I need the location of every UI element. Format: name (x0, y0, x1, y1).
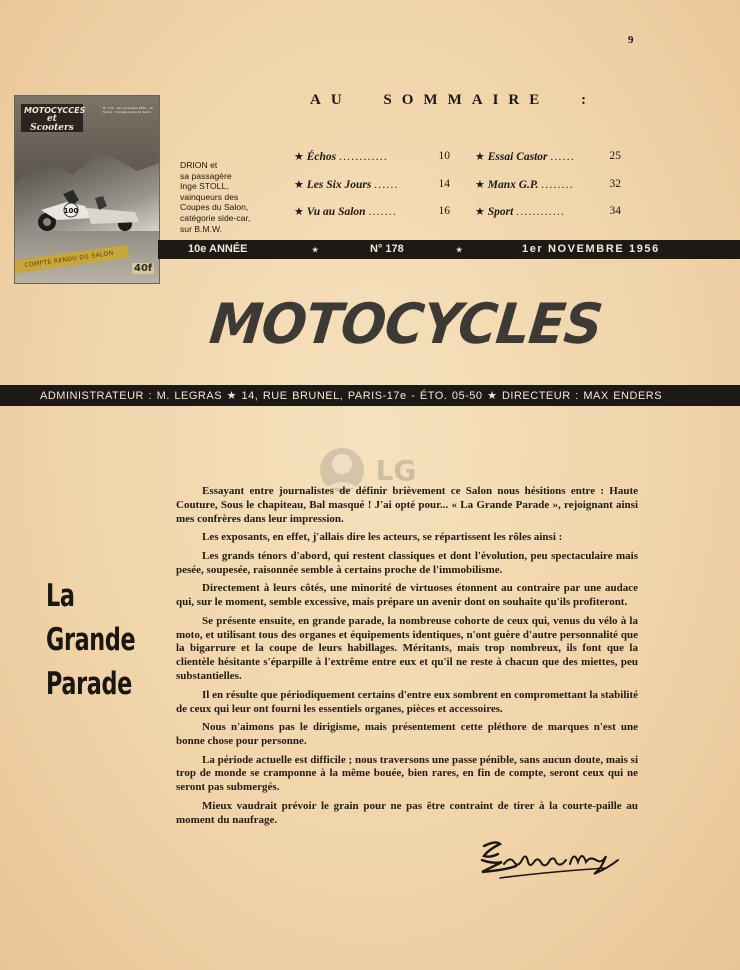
cover-logo-line1: MOTOCYCCES (24, 106, 86, 115)
issue-date: 1er NOVEMBRE 1956 (522, 243, 660, 255)
toc-item-page: 25 (609, 150, 621, 162)
caption-line: DRION et (180, 160, 218, 170)
handwritten-signature (476, 838, 626, 884)
star-icon: ★ (475, 206, 485, 218)
article-paragraph: Se présente ensuite, en grande parade, la nombreuse cohorte de ceux qui, venus du vélo à la moto, et utilisant tous des organes et équipements identiques, n'ont guère d'autre personnalité que la bigarrure et la coupe de leurs habillages. Méritants, mais trop nombreux, ils font que la clientèle hésitante s'éparpille à l'extrême entre eux et qu'il ne reste à chacun que des miettes, peu substantielles. (176, 614, 638, 683)
article-paragraph: Mieux vaudrait prévoir le grain pour ne pas être contraint de tirer à la courte-paille au moment du naufrage. (176, 799, 638, 826)
cover-fine-print: N° 178 - 1er novembre 1956 · 40 francs · Compte rendu du Salon (103, 106, 153, 114)
star-icon: ★ (294, 179, 304, 191)
star-icon: ★ (475, 151, 485, 163)
star-icon: ★ (294, 206, 304, 218)
toc-item-label: Échos (306, 151, 337, 163)
toc-leader-dots: ........ (541, 179, 574, 191)
administration-band (0, 385, 740, 406)
caption-line: Coupes du Salon, (180, 202, 249, 213)
issue-number: N° 178 (370, 243, 404, 255)
article-paragraph: Nous n'aimons pas le dirigisme, mais présentement cette pléthore de marques n'est une bonne chose pour personne. (176, 721, 638, 748)
article-title-line: La (46, 578, 75, 614)
toc-item[interactable] (475, 178, 621, 194)
toc-item-label: Sport (487, 206, 514, 218)
article-paragraph: Essayant entre journalistes de définir brièvement ce Salon nous hésitions entre : Haute Couture, Sous le chapiteau, Bal masqué ! J'ai opté pour... « La Grande Parade », rejoignant ainsi mes confrères dans leur impression. (176, 485, 638, 525)
issue-info-band (158, 240, 740, 259)
page-number: 9 (628, 34, 634, 46)
sommaire-title: AU SOMMAIRE : (310, 92, 596, 108)
article-title-line: Grande (46, 622, 136, 658)
toc-item-page: 16 (438, 205, 450, 217)
toc-item[interactable] (294, 205, 450, 221)
cover-logo-line2: et Scooters (30, 114, 74, 133)
article-title (46, 574, 136, 706)
toc-leader-dots: ....... (368, 206, 397, 218)
toc-item-page: 34 (609, 205, 621, 217)
article-paragraph: La période actuelle est difficile ; nous traversons une passe pénible, sans aucun doute, mais si trop de monde se cramponne à la même bouée, bien rares, en fin de compte, seront ceux qui ne seront pas submergés. (176, 753, 638, 794)
cover-banner: COMPTE RENDU DU SALON (14, 245, 129, 275)
caption-line: sur B.M.W. (180, 223, 223, 234)
cover-caption (180, 160, 280, 234)
toc-leader-dots: ............ (516, 206, 566, 218)
toc-item[interactable] (294, 178, 450, 194)
toc-leader-dots: ...... (550, 151, 575, 163)
toc-leader-dots: ...... (374, 179, 399, 191)
toc-item[interactable] (475, 150, 621, 166)
article-paragraph: Directement à leurs côtés, une minorité de virtuoses étonnent au contraire par une audace qui, sur le moment, semble excessive, mais prépare un avenir dont on souhaite qu'ils profiteront. (176, 582, 638, 609)
cover-thumbnail (14, 95, 160, 284)
administration-text: ADMINISTRATEUR : M. LEGRAS ★ 14, RUE BRUNEL, PARIS-17e - ÉTO. 05-50 ★ DIRECTEUR : MAX ENDERS (40, 390, 663, 402)
star-icon: ★ (312, 247, 319, 254)
toc-item-page: 10 (438, 150, 450, 162)
star-icon: ★ (475, 179, 485, 191)
caption-line: sa passagère (180, 170, 232, 181)
caption-line: catégorie side-car, (180, 212, 251, 223)
toc-item[interactable] (294, 150, 450, 166)
toc-item-label: Manx G.P. (487, 179, 539, 191)
article-title-line: Parade (46, 666, 132, 702)
toc-item-label: Essai Castor (487, 151, 548, 163)
toc-item-page: 14 (438, 178, 450, 190)
article-paragraph: Les grands ténors d'abord, qui restent classiques et dont l'évolution, peu spectaculaire mais pesée, soupesée, raisonnée semble à certains proche de l'immobilisme. (176, 549, 638, 576)
race-number-plate: 100 (63, 207, 79, 215)
toc-item-label: Vu au Salon (306, 206, 366, 218)
cover-price: 40f (134, 263, 153, 274)
toc-item-label: Les Six Jours (306, 179, 372, 191)
magazine-masthead: MOTOCYCLES (206, 292, 605, 357)
cover-logo (21, 104, 86, 133)
article-body (176, 485, 638, 832)
sidecar-motorcycle-image (27, 188, 145, 232)
star-icon: ★ (456, 247, 463, 254)
watermark-text: LG (375, 454, 417, 487)
issue-year: 10e ANNÉE (188, 243, 248, 255)
article-paragraph: Il en résulte que périodiquement certains d'entre eux sombrent en compromettant la stabilité de ceux qui leur ont fourni les essentiels organes, pièces et accessoires. (176, 688, 638, 715)
caption-line: vainqueurs des (180, 191, 239, 202)
article-paragraph: Les exposants, en effet, j'allais dire les acteurs, se répartissent les rôles ainsi : (202, 531, 563, 544)
toc-leader-dots: ............ (339, 151, 388, 163)
caption-line: Inge STOLL, (180, 181, 229, 192)
toc-item[interactable] (475, 205, 621, 221)
toc-item-page: 32 (609, 178, 621, 190)
star-icon: ★ (294, 151, 304, 163)
